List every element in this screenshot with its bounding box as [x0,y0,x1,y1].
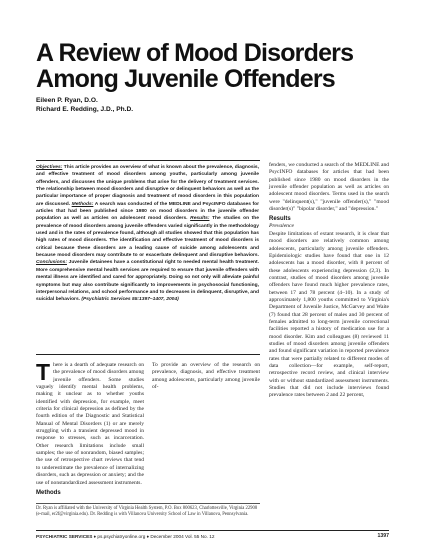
abstract-objectives-label: Objectives: [36,165,63,170]
title-line-1: A Review of Mood Disorders [36,39,354,67]
bottom-left-columns [36,359,260,500]
title-line-2: Among Juvenile Offenders [36,65,335,93]
prevalence-subheading: Prevalence [269,223,294,230]
abstract-conclusions-label: Conclusions: [36,260,67,266]
author-affiliation-footnote: Dr. Ryan is affiliated with the University of Virginia Health System, P.O. Box 800623, Charlottesville, Virginia 22908 (e-mail, er2f@virginia.edu). Dr. Redding is with Villanova University School of Law in Villanova, Pennsylvania. [36,506,258,518]
footer-citation: PSYCHIATRIC SERVICES ♦ ps.psychiatryonline.org ♦ December 2004 Vol. 55 No. 12 [36,534,215,539]
right-column [269,162,389,400]
footnote-rule [36,503,260,504]
introduction-paragraph: here is a dearth of adequate research on the prevalence of mood disorders among juvenile offenders. Some studies vaguely identify mental health problems, making it unclear as to whether youths identified with depression, for example, meet criteria for clinical depression as defined by the fourth edition of the Diagnostic and Statistical Manual of Mental Disorders (1) or are merely struggling with a transient depressed mood in response to stresses, such as incarceration. Other research limitations include small samples; the use of nonrandom, biased samples; the use of retrospective chart reviews that tend to underestimate the prevalence of internalizing disorders, such as depression or anxiety; and the use of nonstandardized assessment instruments. [36,362,144,486]
footer-rule [36,530,389,531]
article-title [36,40,396,92]
author-list [36,97,266,114]
methods-paragraph: To provide an overview of the research on prevalence, diagnosis, and effective treatment among adolescents, particularly among juvenile of- [152,362,260,391]
author-name: Eileen P. Ryan, D.O. [36,97,98,104]
abstract [36,164,259,304]
page-number: 1397 [377,533,389,539]
abstract-methods-label: Methods: [71,201,94,207]
author-name: Richard E. Redding, J.D., Ph.D. [36,105,134,113]
drop-cap: T [36,359,51,385]
issue-info: December 2004 Vol. 55 No. 12 [150,534,215,539]
intro-paragraph: fenders, we conducted a search of the MEDLINE and PsycINFO databases for articles that had been published since 1980 on mood disorders in the juvenile offender population as well as articles on adolescent mood disorders. Terms used in the search were "delinquent(s)," "juvenile offender(s)," "mood disorder(s)" "bipolar disorder," and "depression." [269,162,389,213]
abstract-conclusions: Juvenile detainees have a constitutional right to needed mental health treatment. More comprehensive mental health services are required to ensure that juvenile offenders with mental illness are identified and cared for appropriately. Doing so not only will alleviate painful symptoms but may also contribute significantly to improvements in psychosocial functioning, interpersonal relations, and school performance and to decreases in delinquent, disruptive, and suicidal behaviors. [36,260,260,303]
page-footer [36,532,389,541]
journal-url[interactable]: ps.psychiatryonline.org [97,534,146,539]
abstract-results: The studies on the prevalence of mood disorders among juvenile offenders varied significantly in the methodology used and in the rates of prevalence found, although all studies showed that this population has high rates of mood disorders. The identification and effective treatment of mood disorders is critical because these disorders are a leading cause of suicide among adolescents and because mood disorders may contribute to or exacerbate delinquent and disruptive behaviors. [36,216,259,259]
results-heading: Results [269,216,291,223]
abstract-methods: A search was conducted of the MEDLINE and PsycINFO databases for articles that had been published since 1980 on mood disorders in the juvenile offender population as well as articles on adolescent mood disorders. [36,201,259,222]
abstract-top-rule [36,160,260,161]
abstract-bottom-rule [36,354,260,355]
journal-name: PSYCHIATRIC SERVICES [36,534,93,539]
abstract-objectives: This article provides an overview of what is known about the prevalence, diagnosis, and effective treatment of mood disorders among youths, particularly among juvenile offenders, and discusses the unique problems that arise for the delivery of treatment services. The relationship between mood disorders and disruptive or delinquent behaviors as well as the particular importance of proper diagnosis and treatment of mood disorders in this population are discussed. [36,165,259,207]
abstract-citation: (Psychiatric Services 55:1397–1407, 2004) [81,297,179,303]
methods-heading: Methods [36,489,61,496]
prevalence-paragraph: Despite limitations of extant research, it is clear that mood disorders are relatively common among adolescents, particularly among juvenile offenders. Epidemiologic studies have found that one in 12 adolescents has a mood disorder, with 8 percent of these adolescents experiencing depression (2,3). In contrast, studies of mood disorders among juvenile offenders have found much higher prevalence rates, between 17 and 78 percent (4–10). In a study of approximately 1,800 youths committed to Virginia's Department of Juvenile Justice, McGarvey and Waite (7) found that 28 percent of males and 30 percent of females admitted to long-term juvenile correctional facilities reported a history of medication use for a mood disorder. Kim and colleagues (8) reviewed 11 studies of mood disorders among juvenile offenders and found significant variation in reported prevalence rates that were partially related to different modes of data collection—for example, self-report, retrospective record review, and clinical interview with or without standardized assessment instruments. Studies that did not include interviews found prevalence rates between 2 and 22 percent, [269,230,389,399]
abstract-results-label: Results: [190,216,210,222]
